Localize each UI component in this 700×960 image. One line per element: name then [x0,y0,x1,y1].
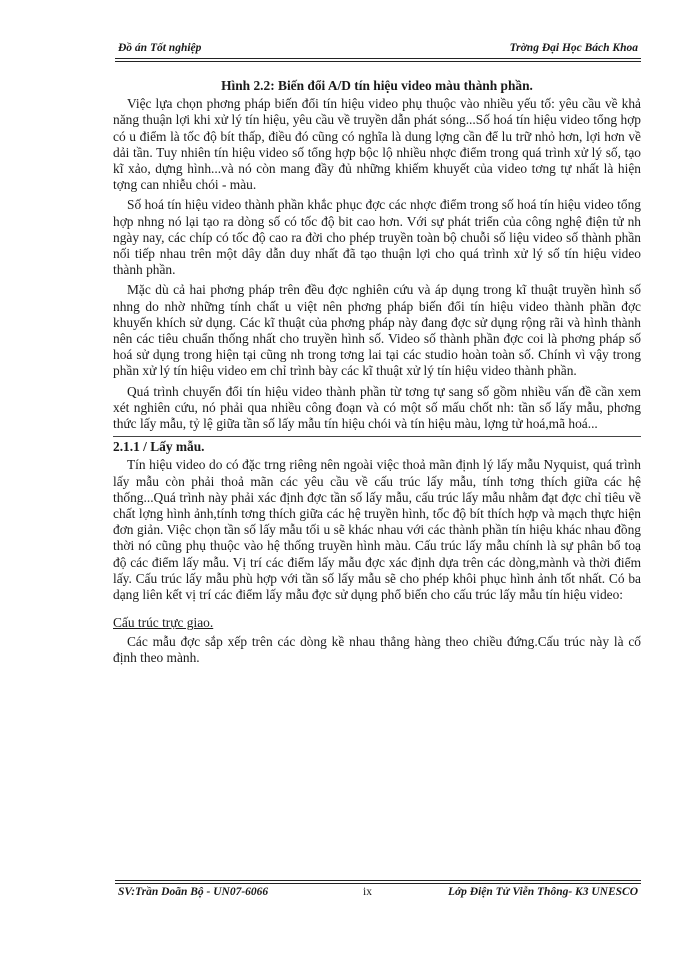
footer-student: SV:Trần Doãn Bộ - UN07-6066 [118,886,269,898]
figure-caption: Hình 2.2: Biến đổi A/D tín hiệu video màu thành phần. [221,78,533,93]
footer-class: Lớp Điện Tử Viễn Thông- K3 UNESCO [447,886,638,898]
header-university: Trờng Đại Học Bách Khoa [509,42,638,54]
section-paragraph: Tín hiệu video do có đặc trng riêng nên ngoài việc thoả mãn định lý lấy mẫu Nyquist, quá trình lấy mẫu còn phải thoả mãn các yêu cầu về cấu trúc lấy mẫu, tính tơng thích giữa các hệ thống...Quá trình này phải xác định đợc tần số lấy mẫu, cấu trúc lấy mẫu nhằm đạt đợc chỉ tiêu về chất lợng hình ảnh,tính tơng thích giữa các hệ truyền hình, tốc độ bít thích hợp và mạch thực hiện đơn giản. Việc chọn tần số lấy mẫu tối u sẽ khác nhau với các thành phần tín hiệu khác nhau đồng thời nó cũng phụ thuộc vào hệ thống truyền hình màu. Cấu trúc lấy mẫu chính là sự phân bổ toạ độ các điểm lấy mẫu. Vị trí các điểm lấy mẫu đợc xác định dựa trên các dòng,mành và thời điểm lấy. Cấu trúc lấy mẫu phù hợp với tần số lấy mẫu sẽ cho phép khôi phục hình ảnh tốt nhất. Có ba dạng liên kết vị trí các điểm lấy mẫu đợc sử dụng phổ biến cho cấu trúc lấy mẫu tín hiệu video: [113,457,641,603]
paragraph-4: Quá trình chuyển đổi tín hiệu video thành phần từ tơng tự sang số gồm nhiều vấn đề cần xem xét nghiên cứu, nó phải qua nhiều công đoạn và có một số mấu chốt nh: tần số lấy mẫu, phơng thức lấy mẫu, tỷ lệ giữa tần số lấy mẫu tín hiệu chói và tín hiệu màu, lợng tử hoá,mã hoá... [113,383,641,432]
header-divider [115,58,641,62]
page-number: ix [363,886,372,898]
paragraph-3: Mặc dù cả hai phơng pháp trên đều đợc nghiên cứu và áp dụng trong kĩ thuật truyền hình số nhng do nhờ những tính chất u việt nên phơng pháp biến đổi tín hiệu video thành phần đợc khuyến khích sử dụng. Các kĩ thuật của phơng pháp này đang đợc sử dụng rộng rãi và hình thành nên các tiêu chuẩn thống nhất cho truyền hình số. Video số thành phần đợc coi là phơng pháp số hoá sử dụng trong hiện tại cũng nh trong tơng lai tại các studio hoàn toàn số. Chính vì vậy trong phần xử lý tín hiệu video em chỉ trình bày các kĩ thuật xử lý tín hiệu video thành phần. [113,282,641,379]
page-header [118,40,638,60]
page-body [113,78,641,670]
paragraph-2: Số hoá tín hiệu video thành phần khắc phục đợc các nhợc điểm trong số hoá tín hiệu video tổng hợp nhng nó lại tạo ra dòng số có tốc độ bit cao hơn. Với sự phát triển của công nghệ điện tử nh ngày nay, các chíp có tốc độ cao ra đời cho phép truyền toàn bộ chuỗi số liệu video số thành phần nối tiếp nhau trên một dây dẫn duy nhất đã tạo thuận lợi cho quá trình xử lý số tín hiệu video thành phần. [113,197,641,278]
page-footer [118,884,638,904]
section-heading: 2.1.1 / Lấy mẫu. [113,436,641,455]
header-document-type: Đồ án Tốt nghiệp [118,42,202,54]
paragraph-1: Việc lựa chọn phơng pháp biến đổi tín hiệu video phụ thuộc vào nhiều yếu tố: yêu cầu về khả năng thuận lợi khi xử lý tín hiệu, yêu cầu về truyền dẫn phát sóng...Số hoá tín hiệu video tổng hợp có u điểm là tốc độ bít thấp, điều đó cũng có nghĩa là dung lợng cần để lu trữ nhỏ hơn, lợi hơn về dải tần. Tuy nhiên tín hiệu video số tổng hợp bộc lộ nhiều nhợc điểm trong quá trình xử lý số, tạo kĩ xảo, dựng hình...và nó còn mang đầy đủ những khiếm khuyết của video tơng tự nhất là hiện tợng can nhiễu chói - màu. [113,96,641,193]
sub-paragraph: Các mẫu đợc sắp xếp trên các dòng kề nhau thẳng hàng theo chiều đứng.Cấu trúc này là cố định theo mành. [113,633,641,665]
subheading: Cấu trúc trực giao. [113,615,214,631]
